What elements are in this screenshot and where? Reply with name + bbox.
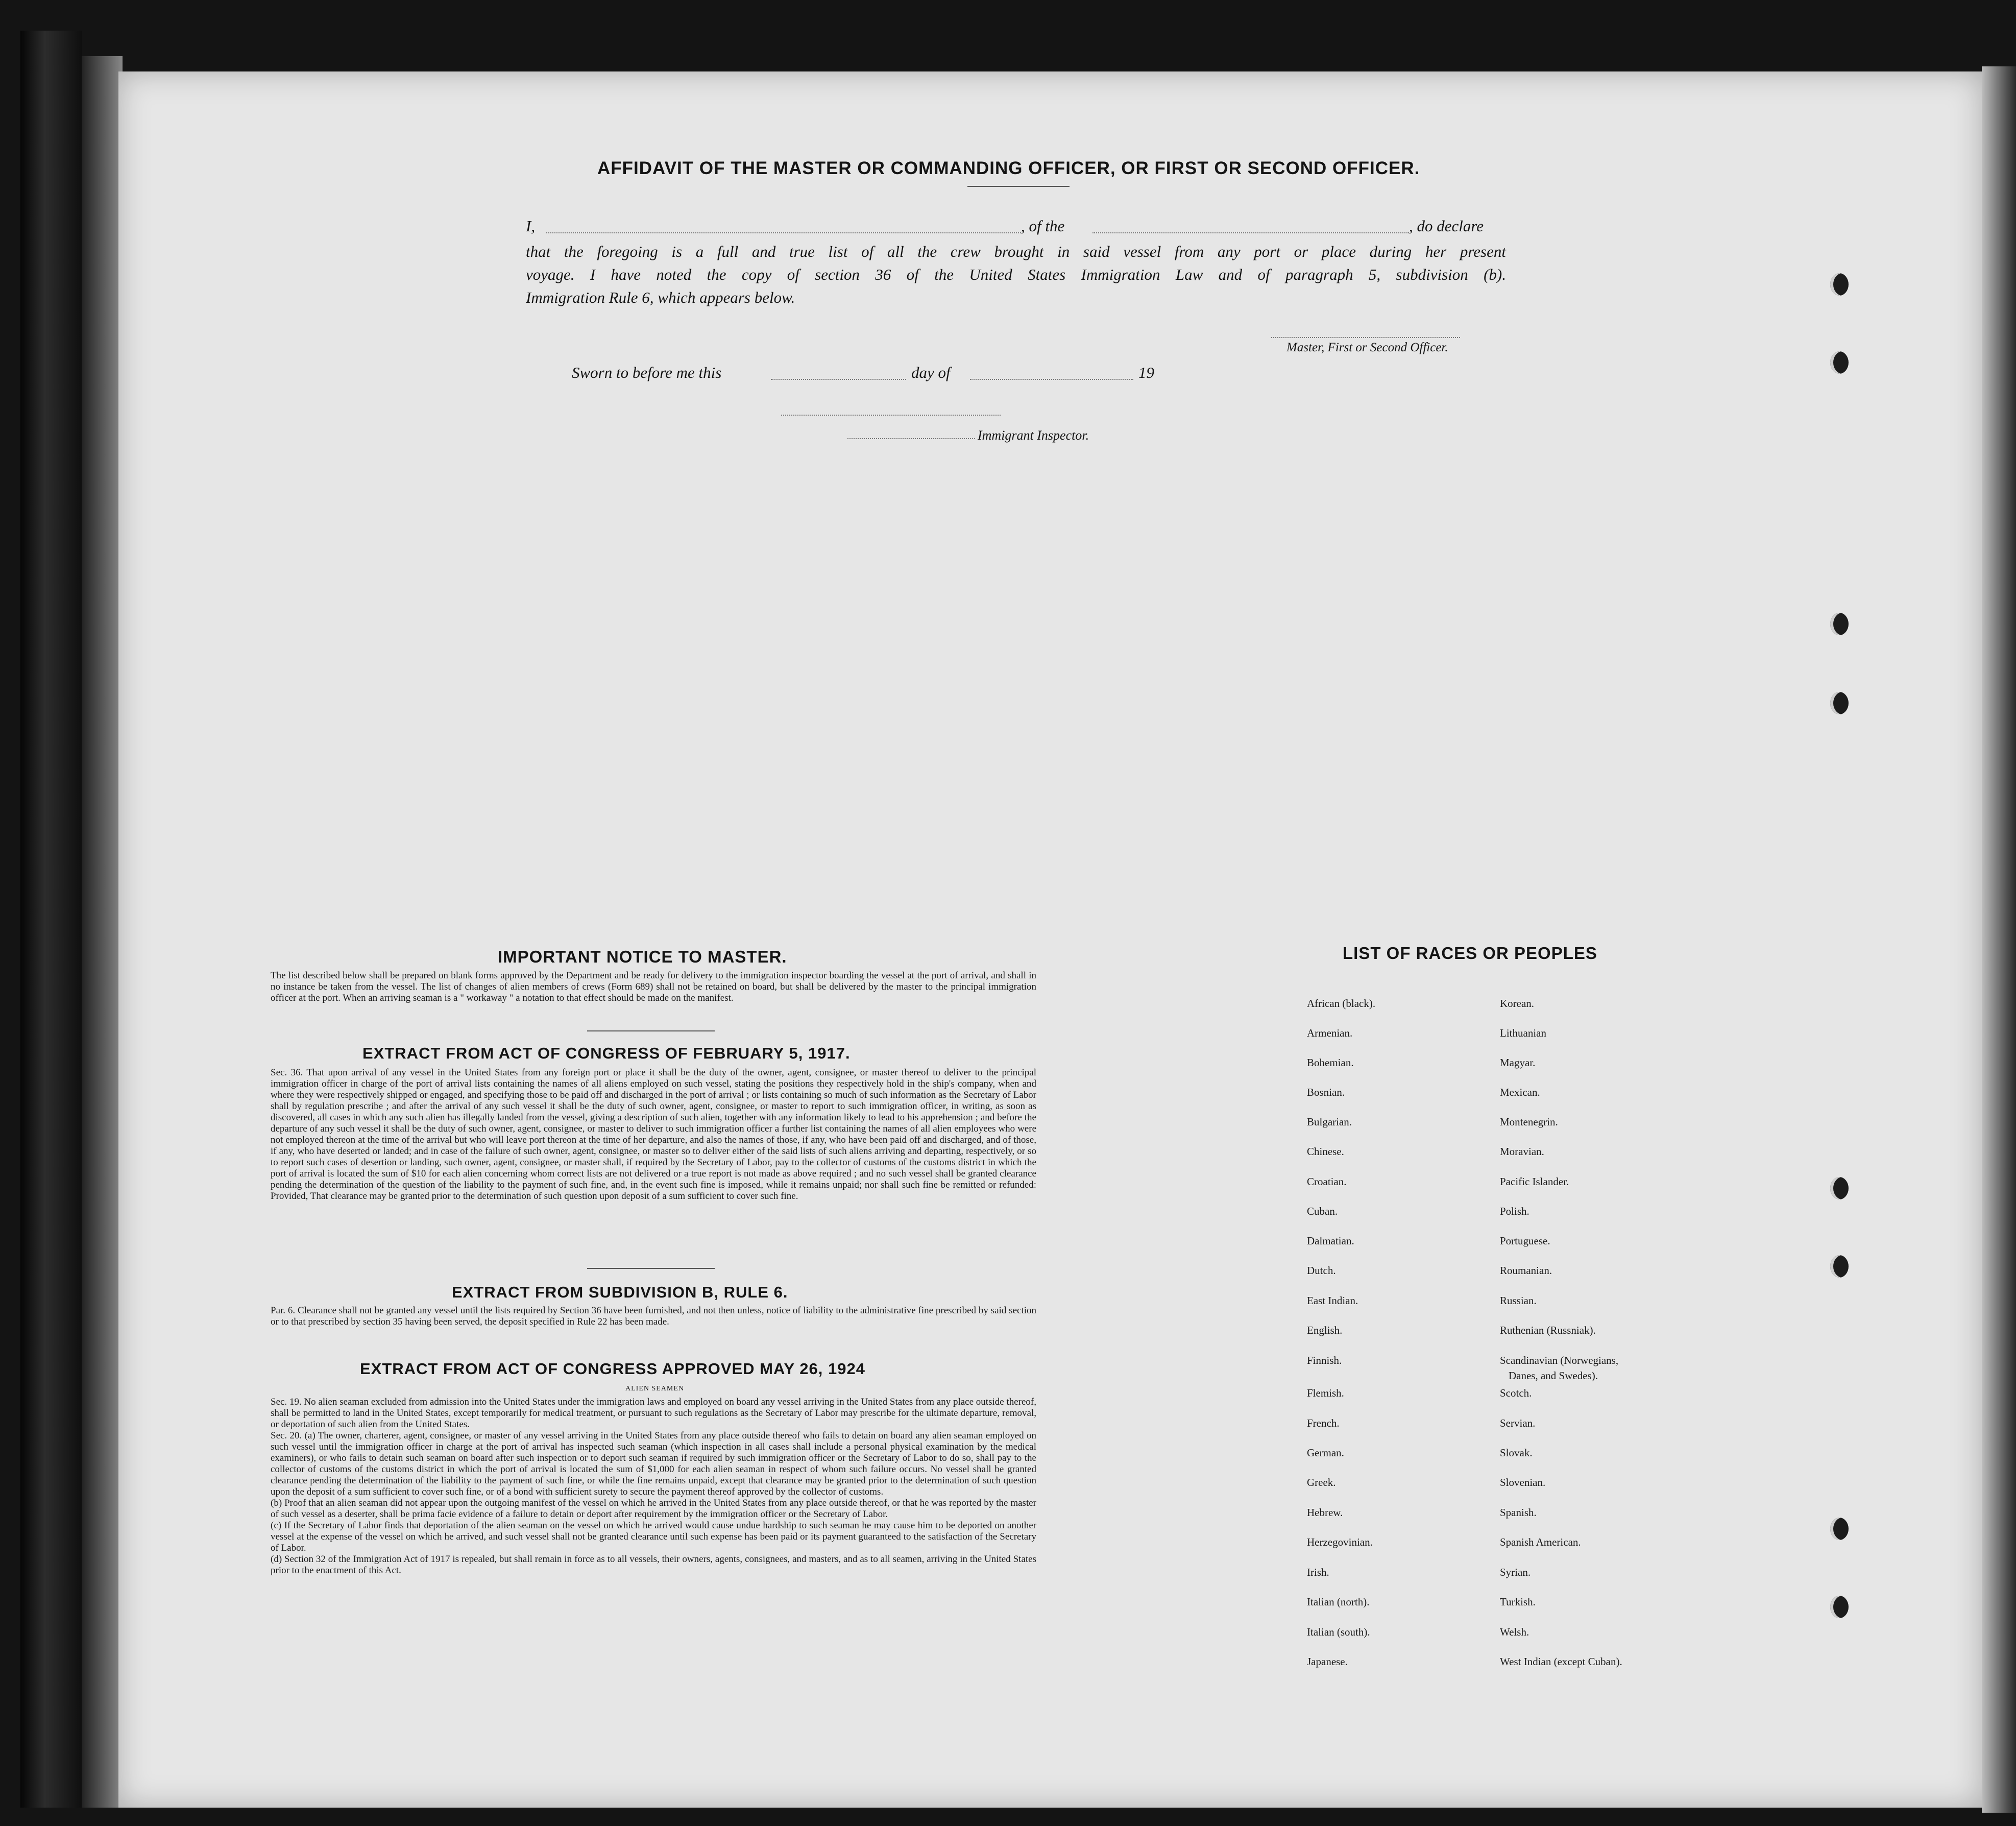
race-item: Spanish. bbox=[1500, 1506, 1537, 1519]
race-item: Finnish. bbox=[1307, 1354, 1342, 1366]
extract-rule-6-title: EXTRACT FROM SUBDIVISION B, RULE 6. bbox=[452, 1283, 788, 1301]
extract-1917-title: EXTRACT FROM ACT OF CONGRESS OF FEBRUARY 5, 1917. bbox=[362, 1044, 851, 1062]
binder-spine bbox=[20, 31, 82, 1808]
master-signature-blank bbox=[1271, 337, 1460, 338]
punch-hole-icon bbox=[1830, 1596, 1849, 1618]
alien-seamen-subtitle: ALIEN SEAMEN bbox=[625, 1385, 685, 1392]
name-blank bbox=[546, 232, 1021, 233]
race-item: Bohemian. bbox=[1307, 1056, 1354, 1069]
race-item: Herzegovinian. bbox=[1307, 1536, 1373, 1548]
inspector-signature-blank bbox=[847, 438, 975, 439]
race-item: Greek. bbox=[1307, 1476, 1336, 1488]
race-item: German. bbox=[1307, 1447, 1344, 1459]
race-item: Lithuanian bbox=[1500, 1027, 1546, 1039]
race-item: Bosnian. bbox=[1307, 1086, 1345, 1098]
punch-hole-icon bbox=[1830, 351, 1849, 374]
race-item: Servian. bbox=[1500, 1417, 1536, 1429]
race-item: Magyar. bbox=[1500, 1056, 1536, 1069]
affidavit-line-3: voyage. I have noted the copy of section 36 of the United States Immigration Law and of paragraph 5, subdivision (b). bbox=[526, 266, 1506, 283]
races-list-title: LIST OF RACES OR PEOPLES bbox=[1343, 944, 1597, 963]
race-item: Mexican. bbox=[1500, 1086, 1540, 1098]
race-item: Roumanian. bbox=[1500, 1264, 1552, 1277]
race-item: Hebrew. bbox=[1307, 1506, 1343, 1519]
punch-hole-icon bbox=[1830, 613, 1849, 635]
race-item: Irish. bbox=[1307, 1566, 1329, 1578]
affidavit-of-the: , of the bbox=[1021, 217, 1065, 235]
race-item: Slovak. bbox=[1500, 1447, 1533, 1459]
race-item: Japanese. bbox=[1307, 1655, 1348, 1668]
race-item: African (black). bbox=[1307, 997, 1376, 1010]
race-item: Ruthenian (Russniak). bbox=[1500, 1324, 1596, 1336]
race-item: English. bbox=[1307, 1324, 1343, 1336]
punch-hole-icon bbox=[1830, 1518, 1849, 1540]
title-divider bbox=[967, 186, 1070, 187]
affidavit-line-4: Immigration Rule 6, which appears below. bbox=[526, 289, 795, 306]
race-item: Italian (south). bbox=[1307, 1626, 1370, 1638]
affidavit-i: I, bbox=[526, 217, 536, 235]
race-item: Turkish. bbox=[1500, 1596, 1536, 1608]
extract-1924-title: EXTRACT FROM ACT OF CONGRESS APPROVED MAY 26, 1924 bbox=[360, 1360, 865, 1378]
race-item: Scandinavian (Norwegians, bbox=[1500, 1354, 1619, 1366]
section-divider bbox=[587, 1030, 715, 1031]
race-item: Chinese. bbox=[1307, 1145, 1344, 1158]
race-item: Bulgarian. bbox=[1307, 1116, 1352, 1128]
punch-hole-icon bbox=[1830, 1255, 1849, 1278]
notice-title: IMPORTANT NOTICE TO MASTER. bbox=[498, 947, 787, 966]
race-item: Slovenian. bbox=[1500, 1476, 1546, 1488]
race-item: East Indian. bbox=[1307, 1294, 1358, 1307]
extract-1924-paragraph: Sec. 19. No alien seaman excluded from admission into the United States under the immigration laws and employed on board any vessel arriving in the United States from any place outside thereof, shall be permitted to land in the United States, except temporarily for medical treatment, or pursuant to such regulations as the Secretary of Labor may prescribe for the ultimate departure, removal, or deportation of such alien from the United States. bbox=[271, 1397, 1036, 1430]
race-item: Italian (north). bbox=[1307, 1596, 1370, 1608]
race-item: Portuguese. bbox=[1500, 1235, 1550, 1247]
vessel-blank bbox=[1092, 232, 1409, 233]
immigrant-inspector-label: Immigrant Inspector. bbox=[978, 428, 1089, 443]
race-item: Welsh. bbox=[1500, 1626, 1529, 1638]
extract-1924-body bbox=[271, 1397, 1036, 1576]
race-item: Flemish. bbox=[1307, 1387, 1344, 1399]
race-item: Pacific Islander. bbox=[1500, 1175, 1569, 1188]
notice-body: The list described below shall be prepared on blank forms approved by the Department and be ready for delivery to the immigration inspector boarding the vessel at the port of arrival, and shall in no instance be taken from the vessel. The list of changes of alien members of crews (Form 689) shall not be retained on board, but shall be delivered by the master to the principal immigration officer at the port. When an arriving seaman is a " workaway " a notation to that effect should be made on the manifest. bbox=[271, 970, 1036, 1003]
race-item: Montenegrin. bbox=[1500, 1116, 1558, 1128]
race-item: Korean. bbox=[1500, 997, 1535, 1010]
page-right-edge bbox=[1982, 66, 2016, 1813]
race-item: Moravian. bbox=[1500, 1145, 1544, 1158]
affidavit-line-2: that the foregoing is a full and true list of all the crew brought in said vessel from any port or place during her present bbox=[526, 243, 1506, 260]
sworn-label: Sworn to before me this bbox=[572, 364, 722, 381]
sworn-month-blank bbox=[970, 379, 1133, 380]
extract-1924-paragraph: Sec. 20. (a) The owner, charterer, agent, consignee, or master of any vessel arriving in the United States from any place outside thereof who fails to detain on board any alien seaman employed on such vessel until the immigration officer in charge at the port of arrival has inspected such seaman (which inspection in all cases shall include a personal physical examination by the medical examiners), or who fails to detain such seaman on board after such inspection or to deport such seaman if required by such immigration officer or the Secretary of Labor to do so, shall pay to the collector of customs of the customs district in which the port of arrival is located the sum of $1,000 for each alien seaman in respect of whom such failure occurs. No vessel shall be granted clearance pending the determination of the liability to the payment of such fine, or while the fine remains unpaid, except that clearance may be granted prior to the determination of such question upon the deposit of a sum sufficient to cover such fine, or of a bond with sufficient surety to secure the payment thereof approved by the collector of customs. bbox=[271, 1430, 1036, 1497]
page-edge-shadow bbox=[82, 56, 123, 1808]
extract-1917-body: Sec. 36. That upon arrival of any vessel in the United States from any foreign port or place it shall be the duty of the owner, agent, consignee, or master thereof to deliver to the principal immigration officer in charge of the port of arrival lists containing the names of all aliens employed on such vessel, stating the positions they respectively hold in the ship's company, when and where they were respectively shipped or engaged, and specifying those to be paid off and discharged in the port of arrival ; or lists containing so much of such information as the Secretary of Labor shall by regulation prescribe ; and after the arrival of any such vessel it shall be the duty of such owner, agent, consignee, or master to report to such immigration officer, in writing, as soon as discovered, all cases in which any such alien has illegally landed from the vessel, giving a description of such alien, together with any information likely to lead to his apprehension ; and before the departure of any such vessel it shall be the duty of such owner, agent, consignee, or master to deliver to such immigration officer a further list containing the names of all alien employees who were not employed thereon at the time of the arrival but who will leave port thereon at the time of her departure, and also the names of those, if any, who have been paid off and discharged, and of those, if any, who have deserted or landed; and in case of the failure of such owner, agent, consignee, or master so to deliver either of the said lists of such aliens arriving and departing, respectively, or so to report such cases of desertion or landing, such owner, agent, consignee, or master shall, if required by the Secretary of Labor, pay to the collector of customs of the customs district in which the port of arrival is located the sum of $10 for each alien concerning whom correct lists are not delivered or a true report is not made as above required ; and no such vessel shall be granted clearance pending the determination of the question of the liability to the payment of such fine, and, in the event such fine is imposed, while it remains unpaid; nor shall such fine be remitted or refunded: Provided, That clearance may be granted prior to the determination of such question upon deposit of a sum sufficient to cover such fine. bbox=[271, 1067, 1036, 1202]
affidavit-do-declare: , do declare bbox=[1409, 217, 1484, 235]
race-item: Spanish American. bbox=[1500, 1536, 1581, 1548]
extract-1924-paragraph: (d) Section 32 of the Immigration Act of 1917 is repealed, but shall remain in force as to all vessels, their owners, agents, consignees, and masters, and as to all seamen, arriving in the United States prior to the enactment of this Act. bbox=[271, 1554, 1036, 1576]
race-item: Scotch. bbox=[1500, 1387, 1532, 1399]
affidavit-opening-line bbox=[526, 217, 535, 235]
affidavit-title: AFFIDAVIT OF THE MASTER OR COMMANDING OFFICER, OR FIRST OR SECOND OFFICER. bbox=[597, 158, 1420, 178]
day-of-label: day of bbox=[911, 364, 951, 381]
extract-1924-paragraph: (b) Proof that an alien seaman did not appear upon the outgoing manifest of the vessel on which he arrived in the United States from any place outside thereof, or that he was reported by the master of such vessel as a deserter, shall be prima facie evidence of a failure to detain or deport after requirement by the immigration officer or the Secretary of Labor. bbox=[271, 1498, 1036, 1520]
sworn-day-blank bbox=[771, 379, 906, 380]
race-item: French. bbox=[1307, 1417, 1340, 1429]
inspector-blank-upper bbox=[781, 415, 1001, 416]
race-item: Russian. bbox=[1500, 1294, 1537, 1307]
race-item: Polish. bbox=[1500, 1205, 1529, 1217]
extract-1924-paragraph: (c) If the Secretary of Labor finds that deportation of the alien seaman on the vessel on which he arrived would cause undue hardship to such seaman he may cause him to be deported on another vessel at the expense of the vessel on which he arrived, and such vessel shall not be granted clearance until such expense has been paid or its payment guaranteed to the satisfaction of the Secretary of Labor. bbox=[271, 1520, 1036, 1553]
year-prefix: 19 bbox=[1138, 364, 1154, 381]
race-item: Armenian. bbox=[1307, 1027, 1353, 1039]
race-item: Cuban. bbox=[1307, 1205, 1338, 1217]
extract-rule-6-body: Par. 6. Clearance shall not be granted any vessel until the lists required by Section 36 have been furnished, and not then unless, notice of liability to the administrative fine prescribed by said section or to that prescribed by section 35 having been served, the deposit specified in Rule 22 has been made. bbox=[271, 1305, 1036, 1327]
punch-hole-icon bbox=[1830, 692, 1849, 714]
race-item: Dutch. bbox=[1307, 1264, 1336, 1277]
race-item: West Indian (except Cuban). bbox=[1500, 1655, 1622, 1668]
punch-hole-icon bbox=[1830, 1177, 1849, 1199]
section-divider bbox=[587, 1268, 715, 1269]
master-signature-label: Master, First or Second Officer. bbox=[1286, 341, 1448, 354]
race-item: Croatian. bbox=[1307, 1175, 1347, 1188]
race-item: Dalmatian. bbox=[1307, 1235, 1354, 1247]
race-item: Danes, and Swedes). bbox=[1509, 1370, 1598, 1382]
punch-hole-icon bbox=[1830, 273, 1849, 296]
race-item: Syrian. bbox=[1500, 1566, 1531, 1578]
